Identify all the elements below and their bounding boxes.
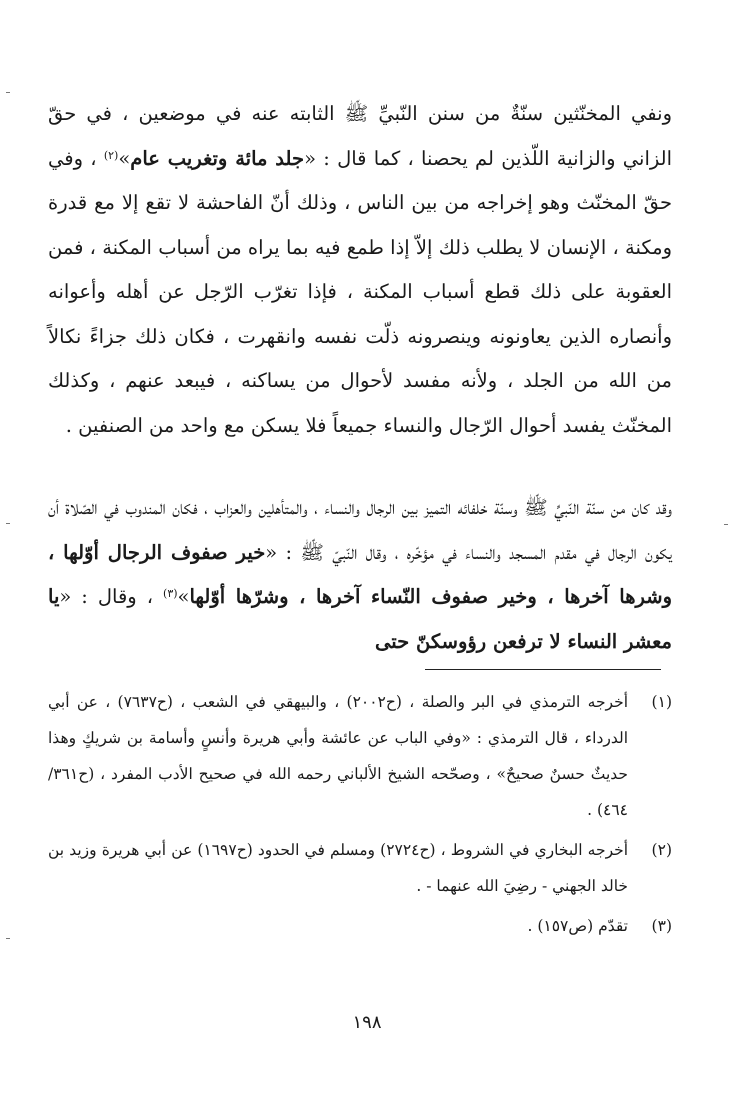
footnote-number: (٢) [651, 841, 672, 859]
paragraph-1-rest: وهو إخراجه من بين الناس ، وذلك أنّ الفاحشة لا تقع إلا مع قدرة ومكنة ، الإنسان لا يطلب ذلك إلاّ إذا طمع فيه بما يراه من أسباب المكنة ، فمن العقوبة على ذلك قطع أسباب المكنة ، فإذا تغرّب الرّجل عن أهله وأعوانه وأنصاره الذين يعاونونه وينصرونه ذلّت نفسه وانقهرت ، فكان ذلك جزاءً نكالاً من الله من الجلد ، ولأنه مفسد لأحوال من يساكنه ، فيبعد عنهم ، وكذلك المخنّث يفسد أحوال الرّجال والنساء جميعاً فلا يسكن مع واحد من الصنفين . [48, 191, 672, 437]
quote-close: » [118, 146, 131, 170]
footnote-separator [425, 669, 661, 670]
hadith-quote: يا معشر النساء لا ترفعن رؤوسكنّ حتى [48, 585, 672, 653]
line-1: ونفي المخنّثين سنّةٌ من سنن النّبيِّ ﷺ الثابته عنه في موضعين ، في حقّ الزاني [48, 102, 673, 170]
footnote-3 [48, 908, 672, 944]
paragraph-1 [48, 92, 672, 448]
footnote-number: (١) [651, 693, 672, 711]
footnote-text: تقدّم (ص١٥٧) . [527, 917, 628, 935]
footnote-number: (٣) [651, 917, 672, 935]
hadith-quote: جلد مائة وتغريب عام [130, 146, 305, 170]
footnote-2 [48, 832, 672, 904]
text-segment: وقد كان من سنّة النّبيِّ ﷺ وسنّة خلفائه التميز بين الرجال والنساء ، والمتأهلين والعزاب ، فكان المندوب في الصّلاة أن يكون الرجال في مقدم المسجد والنساء في مؤخّره ، وقال النّبيّ ﷺ : « [48, 496, 672, 564]
footnote-text: أخرجه الترمذي في البر والصلة ، (ح٢٠٠٢) ، والبيهقي في الشعب ، (ح٧٦٣٧) ، عن أبي الدرداء ، قال الترمذي : «وفي الباب عن عائشة وأبي هريرة وأنسٍ وأسامة بن شريكٍ وهذا حديثٌ حسنٌ صحيحٌ» ، وصحّحه الشيخ الألباني رحمه الله في صحيح الأدب المفرد ، (ح٣٦١/ ٤٦٤) . [48, 693, 628, 819]
footnotes [48, 684, 672, 948]
page-number: ١٩٨ [352, 1012, 382, 1033]
paragraph-2 [48, 486, 672, 664]
text-segment: ، وقال : « [59, 585, 154, 608]
scan-mark [6, 92, 10, 93]
text-segment: ، وفي حقّ المخنّث [48, 146, 672, 214]
scan-mark [724, 524, 728, 525]
scan-mark [6, 938, 10, 939]
quote-close: » [177, 585, 190, 608]
footnote-ref-3[interactable]: (٣) [163, 587, 178, 600]
hadith-quote: خير صفوف الرجال أوّلها ، وشرها آخرها ، وخير صفوف النّساء آخرها ، وشرّها أوّلها [48, 540, 672, 608]
footnote-ref-2[interactable]: (٢) [103, 148, 119, 162]
footnote-1 [48, 684, 672, 828]
scan-mark [6, 523, 10, 524]
footnote-text: أخرجه البخاري في الشروط ، (ح٢٧٢٤) ومسلم في الحدود (ح١٦٩٧) عن أبي هريرة وزيد بن خالد الجهني - رضِيَ الله عنهما - . [48, 841, 629, 895]
text-segment: والزانية اللّذين لم يحصنا ، كما قال : « [304, 146, 616, 170]
